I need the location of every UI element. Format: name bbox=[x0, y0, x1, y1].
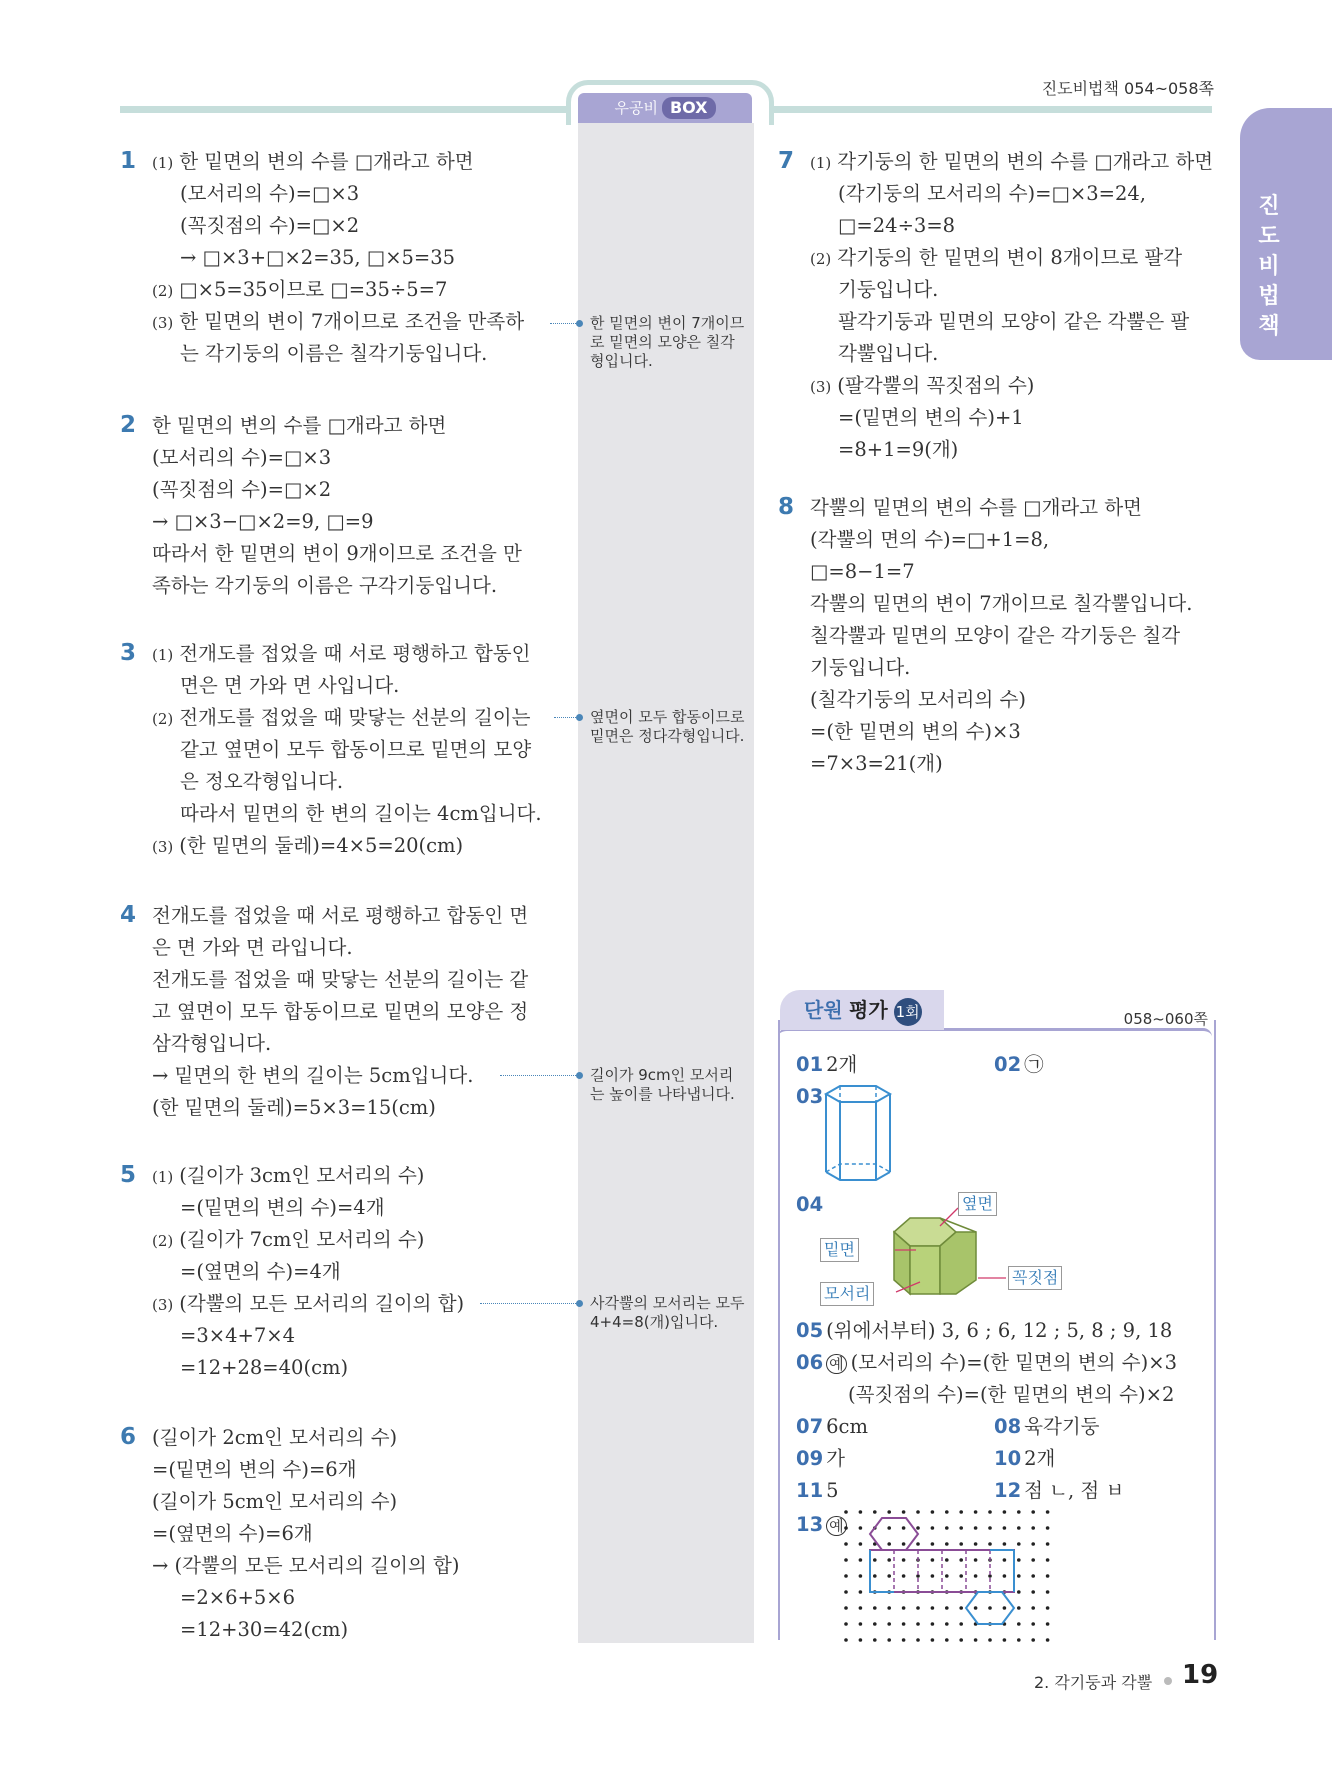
grid-dot bbox=[887, 1622, 891, 1626]
problem-line: =(밑면의 변의 수)+1 bbox=[838, 406, 1024, 429]
grid-dot bbox=[945, 1542, 949, 1546]
grid-dot bbox=[859, 1606, 863, 1610]
grid-dot bbox=[859, 1526, 863, 1530]
grid-dot bbox=[974, 1558, 978, 1562]
grid-dot bbox=[916, 1542, 920, 1546]
problem-line: 같고 옆면이 모두 합동이므로 밑면의 모양 bbox=[180, 738, 532, 761]
problem-number: 5 bbox=[120, 1162, 137, 1188]
problem-line: =(옆면의 수)=6개 bbox=[152, 1522, 313, 1545]
problem-number: 1 bbox=[120, 148, 137, 174]
problem-line: (1) 전개도를 접었을 때 서로 평행하고 합동인 bbox=[152, 642, 531, 665]
note-leader-dot bbox=[576, 320, 583, 327]
problem-line: (3) 한 밑면의 변이 7개이므로 조건을 만족하 bbox=[152, 310, 525, 333]
header-rule-left bbox=[120, 106, 570, 113]
grid-dot bbox=[1046, 1638, 1050, 1642]
header-rule-right bbox=[760, 106, 1212, 113]
problem-line: (꼭짓점의 수)=□×2 bbox=[152, 478, 332, 501]
page-number: 19 bbox=[1182, 1660, 1219, 1690]
problem-line: (1) 한 밑면의 변의 수를 □개라고 하면 bbox=[152, 150, 474, 173]
grid-dot bbox=[1017, 1638, 1021, 1642]
problem-line: 고 옆면이 모두 합동이므로 밑면의 모양은 정 bbox=[152, 1000, 529, 1023]
grid-dot bbox=[974, 1542, 978, 1546]
grid-dot bbox=[1046, 1606, 1050, 1610]
grid-dot bbox=[931, 1526, 935, 1530]
grid-dot bbox=[1046, 1558, 1050, 1562]
grid-dot bbox=[1031, 1558, 1035, 1562]
evaluation-title: 단원 평가 1회 bbox=[780, 990, 944, 1030]
grid-dot bbox=[1046, 1510, 1050, 1514]
problem-line: =12+30=42(cm) bbox=[180, 1618, 349, 1641]
grid-dot bbox=[844, 1622, 848, 1626]
problem-line: → □×3−□×2=9, □=9 bbox=[152, 510, 374, 533]
problem-line: 전개도를 접었을 때 서로 평행하고 합동인 면 bbox=[152, 904, 529, 927]
grid-dot bbox=[1017, 1542, 1021, 1546]
problem-line: =2×6+5×6 bbox=[180, 1586, 295, 1609]
grid-dot bbox=[959, 1574, 963, 1578]
grid-dot bbox=[844, 1542, 848, 1546]
grid-dot bbox=[1031, 1590, 1035, 1594]
grid-dot bbox=[1003, 1638, 1007, 1642]
side-note: 한 밑면의 변이 7개이므로 밑면의 모양은 칠각형입니다. bbox=[590, 314, 745, 370]
grid-dot bbox=[902, 1574, 906, 1578]
problem-line: (1) 각기둥의 한 밑면의 변의 수를 □개라고 하면 bbox=[810, 150, 1214, 173]
grid-dot bbox=[844, 1526, 848, 1530]
grid-dot bbox=[873, 1606, 877, 1610]
problem-line: 기둥입니다. bbox=[810, 656, 911, 679]
problem-line: 은 정오각형입니다. bbox=[180, 770, 344, 793]
grid-dot bbox=[859, 1590, 863, 1594]
footer-chapter: 2. 각기둥과 각뿔 bbox=[1034, 1673, 1153, 1692]
grid-dot bbox=[1031, 1638, 1035, 1642]
problem-line: =(옆면의 수)=4개 bbox=[180, 1260, 341, 1283]
problem-line: □=24÷3=8 bbox=[838, 214, 956, 237]
grid-dot bbox=[859, 1558, 863, 1562]
grid-dot bbox=[859, 1638, 863, 1642]
grid-dot bbox=[959, 1622, 963, 1626]
problem-line: → □×3+□×2=35, □×5=35 bbox=[180, 246, 456, 269]
note-leader bbox=[480, 1303, 580, 1304]
problem-line: (한 밑면의 둘레)=5×3=15(cm) bbox=[152, 1096, 436, 1119]
grid-dot bbox=[988, 1510, 992, 1514]
note-leader-dot bbox=[576, 1072, 583, 1079]
grid-dot bbox=[959, 1606, 963, 1610]
grid-dot bbox=[844, 1590, 848, 1594]
grid-dot bbox=[873, 1558, 877, 1562]
grid-dot bbox=[974, 1574, 978, 1578]
grid-dot bbox=[1003, 1510, 1007, 1514]
grid-dot bbox=[974, 1638, 978, 1642]
grid-dot bbox=[902, 1622, 906, 1626]
problem-line: 칠각뿔과 밑면의 모양이 같은 각기둥은 칠각 bbox=[810, 624, 1181, 647]
answer-08: 08 육각기둥 bbox=[994, 1415, 1100, 1438]
answer-09: 09 가 bbox=[796, 1447, 845, 1470]
grid-dot bbox=[859, 1510, 863, 1514]
grid-dot bbox=[1046, 1542, 1050, 1546]
problem-line: (3) (한 밑면의 둘레)=4×5=20(cm) bbox=[152, 834, 464, 857]
grid-dot bbox=[945, 1574, 949, 1578]
label-vertex: 꼭짓점 bbox=[1008, 1266, 1062, 1290]
grid-dot bbox=[945, 1606, 949, 1610]
problem-number: 2 bbox=[120, 412, 137, 438]
problem-line: (2) (길이가 7cm인 모서리의 수) bbox=[152, 1228, 425, 1251]
problem-line: 면은 면 가와 면 사입니다. bbox=[180, 674, 400, 697]
problem-line: (2) 전개도를 접었을 때 맞닿는 선분의 길이는 bbox=[152, 706, 531, 729]
note-leader bbox=[500, 1075, 580, 1076]
header-page-reference: 진도비법책 054~058쪽 bbox=[1041, 79, 1214, 98]
evaluation-pages: 058~060쪽 bbox=[1123, 1010, 1208, 1028]
grid-dot bbox=[1046, 1590, 1050, 1594]
problem-number: 6 bbox=[120, 1424, 137, 1450]
answer-03: 03 bbox=[796, 1085, 824, 1108]
problem-line: 각뿔입니다. bbox=[838, 342, 939, 365]
grid-dot bbox=[873, 1574, 877, 1578]
problem-line: =3×4+7×4 bbox=[180, 1324, 295, 1347]
grid-dot bbox=[988, 1606, 992, 1610]
answer-04: 04 bbox=[796, 1193, 824, 1216]
grid-dot bbox=[873, 1638, 877, 1642]
grid-dot bbox=[887, 1558, 891, 1562]
grid-dot bbox=[931, 1606, 935, 1610]
box-badge bbox=[578, 93, 752, 123]
answer-12: 12 점 ㄴ, 점 ㅂ bbox=[994, 1479, 1125, 1502]
grid-dot bbox=[959, 1510, 963, 1514]
problem-line: 족하는 각기둥의 이름은 구각기둥입니다. bbox=[152, 574, 498, 597]
grid-dot bbox=[902, 1510, 906, 1514]
grid-dot bbox=[1017, 1574, 1021, 1578]
answer-02: 02 ㉠ bbox=[994, 1053, 1044, 1076]
grid-dot bbox=[988, 1526, 992, 1530]
answer-06: 06 예 (모서리의 수)=(한 밑면의 변의 수)×3 bbox=[796, 1351, 1177, 1374]
grid-dot bbox=[844, 1638, 848, 1642]
problem-line: → 밑면의 한 변의 길이는 5cm입니다. bbox=[152, 1064, 474, 1087]
grid-dot bbox=[916, 1606, 920, 1610]
grid-dot bbox=[945, 1558, 949, 1562]
problem-number: 4 bbox=[120, 902, 137, 928]
problem-line: 각뿔의 밑면의 변의 수를 □개라고 하면 bbox=[810, 496, 1142, 519]
grid-dot bbox=[959, 1638, 963, 1642]
grid-dot bbox=[1046, 1574, 1050, 1578]
grid-dot bbox=[1003, 1606, 1007, 1610]
problem-number: 8 bbox=[778, 494, 795, 520]
problem-line: 한 밑면의 변의 수를 □개라고 하면 bbox=[152, 414, 447, 437]
grid-dot bbox=[959, 1558, 963, 1562]
evaluation-round-badge: 1회 bbox=[894, 998, 922, 1026]
grid-dot bbox=[916, 1526, 920, 1530]
grid-dot bbox=[887, 1638, 891, 1642]
grid-dot bbox=[945, 1622, 949, 1626]
grid-dot bbox=[945, 1638, 949, 1642]
problem-line: (칠각기둥의 모서리의 수) bbox=[810, 688, 1026, 711]
problem-line: 삼각형입니다. bbox=[152, 1032, 272, 1055]
problem-line: (1) (길이가 3cm인 모서리의 수) bbox=[152, 1164, 425, 1187]
grid-dot bbox=[873, 1622, 877, 1626]
grid-dot bbox=[974, 1526, 978, 1530]
side-tab-label: 진 도 비 법 책 bbox=[1258, 194, 1280, 339]
side-note: 사각뿔의 모서리는 모두 4+4=8(개)입니다. bbox=[590, 1294, 745, 1331]
problem-line: □=8−1=7 bbox=[810, 560, 915, 583]
problem-line: 각뿔의 밑면의 변이 7개이므로 칠각뿔입니다. bbox=[810, 592, 1193, 615]
problem-line: (각뿔의 면의 수)=□+1=8, bbox=[810, 528, 1050, 551]
grid-dot bbox=[902, 1558, 906, 1562]
problem-line: (2) □×5=35이므로 □=35÷5=7 bbox=[152, 278, 448, 301]
grid-dot bbox=[844, 1606, 848, 1610]
prism-net-dot-grid bbox=[840, 1508, 1050, 1644]
grid-dot bbox=[916, 1622, 920, 1626]
grid-dot bbox=[931, 1510, 935, 1514]
answer-07: 07 6cm bbox=[796, 1415, 868, 1438]
grid-dot bbox=[887, 1510, 891, 1514]
grid-dot bbox=[1031, 1606, 1035, 1610]
problem-line: (각기둥의 모서리의 수)=□×3=24, bbox=[838, 182, 1147, 205]
grid-dot bbox=[1003, 1574, 1007, 1578]
grid-dot bbox=[887, 1574, 891, 1578]
grid-dot bbox=[959, 1526, 963, 1530]
label-base: 밑면 bbox=[820, 1238, 859, 1262]
grid-dot bbox=[859, 1622, 863, 1626]
grid-dot bbox=[931, 1638, 935, 1642]
problem-line: =7×3=21(개) bbox=[810, 752, 943, 775]
box-tag: BOX bbox=[662, 97, 716, 119]
grid-dot bbox=[887, 1606, 891, 1610]
grid-dot bbox=[844, 1558, 848, 1562]
grid-dot bbox=[1046, 1622, 1050, 1626]
grid-dot bbox=[1003, 1558, 1007, 1562]
problem-line: (3) (각뿔의 모든 모서리의 길이의 합) bbox=[152, 1292, 465, 1315]
problem-line: 전개도를 접었을 때 맞닿는 선분의 길이는 같 bbox=[152, 968, 529, 991]
grid-dot bbox=[1046, 1526, 1050, 1530]
problem-line: 따라서 한 밑면의 변이 9개이므로 조건을 만 bbox=[152, 542, 522, 565]
grid-dot bbox=[859, 1542, 863, 1546]
grid-dot bbox=[974, 1606, 978, 1610]
side-note: 옆면이 모두 합동이므로 밑면은 정다각형입니다. bbox=[590, 708, 745, 745]
problem-number: 7 bbox=[778, 148, 795, 174]
problem-line: → (각뿔의 모든 모서리의 길이의 합) bbox=[152, 1554, 460, 1577]
grid-dot bbox=[959, 1542, 963, 1546]
problem-line: (2) 각기둥의 한 밑면의 변이 8개이므로 팔각 bbox=[810, 246, 1183, 269]
note-leader-dot bbox=[576, 1300, 583, 1307]
problem-line: 따라서 밑면의 한 변의 길이는 4cm입니다. bbox=[180, 802, 542, 825]
grid-dot bbox=[988, 1542, 992, 1546]
grid-dot bbox=[945, 1526, 949, 1530]
grid-dot bbox=[931, 1574, 935, 1578]
grid-dot bbox=[1031, 1542, 1035, 1546]
grid-dot bbox=[916, 1638, 920, 1642]
footer-separator-dot bbox=[1164, 1677, 1172, 1685]
grid-dot bbox=[931, 1622, 935, 1626]
problem-line: (모서리의 수)=□×3 bbox=[180, 182, 360, 205]
answer-05: 05 (위에서부터) 3, 6 ; 6, 12 ; 5, 8 ; 9, 18 bbox=[796, 1319, 1173, 1342]
grid-dot bbox=[1031, 1510, 1035, 1514]
problem-number: 3 bbox=[120, 640, 137, 666]
grid-dot bbox=[1031, 1622, 1035, 1626]
grid-dot bbox=[931, 1558, 935, 1562]
problem-line: (모서리의 수)=□×3 bbox=[152, 446, 332, 469]
answer-06-line2: (꼭짓점의 수)=(한 밑면의 변의 수)×2 bbox=[848, 1383, 1175, 1406]
grid-dot bbox=[988, 1638, 992, 1642]
box-prefix: 우공비 bbox=[614, 99, 658, 117]
grid-dot bbox=[1017, 1558, 1021, 1562]
problem-line: (3) (팔각뿔의 꼭짓점의 수) bbox=[810, 374, 1035, 397]
problem-line: =(밑면의 변의 수)=6개 bbox=[152, 1458, 357, 1481]
problem-line: 팔각기둥과 밑면의 모양이 같은 각뿔은 팔 bbox=[838, 310, 1190, 333]
answer-11: 11 5 bbox=[796, 1479, 839, 1502]
problem-line: =12+28=40(cm) bbox=[180, 1356, 349, 1379]
grid-dot bbox=[887, 1526, 891, 1530]
problem-line: (꼭짓점의 수)=□×2 bbox=[180, 214, 360, 237]
problem-line: 기둥입니다. bbox=[838, 278, 939, 301]
problem-line: =(밑면의 변의 수)=4개 bbox=[180, 1196, 385, 1219]
grid-dot bbox=[916, 1510, 920, 1514]
hexagonal-prism-figure bbox=[818, 1084, 898, 1184]
side-note: 길이가 9cm인 모서리는 높이를 나타냅니다. bbox=[590, 1066, 735, 1103]
grid-dot bbox=[1003, 1526, 1007, 1530]
grid-dot bbox=[1017, 1622, 1021, 1626]
answer-01: 01 2개 bbox=[796, 1053, 858, 1076]
label-edge: 모서리 bbox=[820, 1282, 874, 1306]
grid-dot bbox=[1017, 1510, 1021, 1514]
grid-dot bbox=[859, 1574, 863, 1578]
answer-13: 13 예 bbox=[796, 1510, 847, 1541]
grid-dot bbox=[1017, 1606, 1021, 1610]
problem-line: =(한 밑면의 변의 수)×3 bbox=[810, 720, 1021, 743]
grid-dot bbox=[844, 1574, 848, 1578]
grid-dot bbox=[974, 1510, 978, 1514]
label-side-face: 옆면 bbox=[958, 1192, 997, 1216]
problem-line: =8+1=9(개) bbox=[838, 438, 959, 461]
grid-dot bbox=[902, 1542, 906, 1546]
note-leader-dot bbox=[576, 714, 583, 721]
grid-dot bbox=[1017, 1526, 1021, 1530]
grid-dot bbox=[1031, 1574, 1035, 1578]
grid-dot bbox=[887, 1542, 891, 1546]
problem-line: (길이가 2cm인 모서리의 수) bbox=[152, 1426, 398, 1449]
grid-dot bbox=[1003, 1542, 1007, 1546]
grid-dot bbox=[873, 1510, 877, 1514]
grid-dot bbox=[1017, 1590, 1021, 1594]
grid-dot bbox=[902, 1638, 906, 1642]
problem-line: 는 각기둥의 이름은 칠각기둥입니다. bbox=[180, 342, 488, 365]
grid-dot bbox=[945, 1510, 949, 1514]
problem-line: (길이가 5cm인 모서리의 수) bbox=[152, 1490, 398, 1513]
grid-dot bbox=[844, 1510, 848, 1514]
grid-dot bbox=[902, 1526, 906, 1530]
grid-dot bbox=[902, 1606, 906, 1610]
problem-line: 은 면 가와 면 라입니다. bbox=[152, 936, 353, 959]
grid-dot bbox=[931, 1542, 935, 1546]
answer-10: 10 2개 bbox=[994, 1447, 1056, 1470]
grid-dot bbox=[1031, 1526, 1035, 1530]
